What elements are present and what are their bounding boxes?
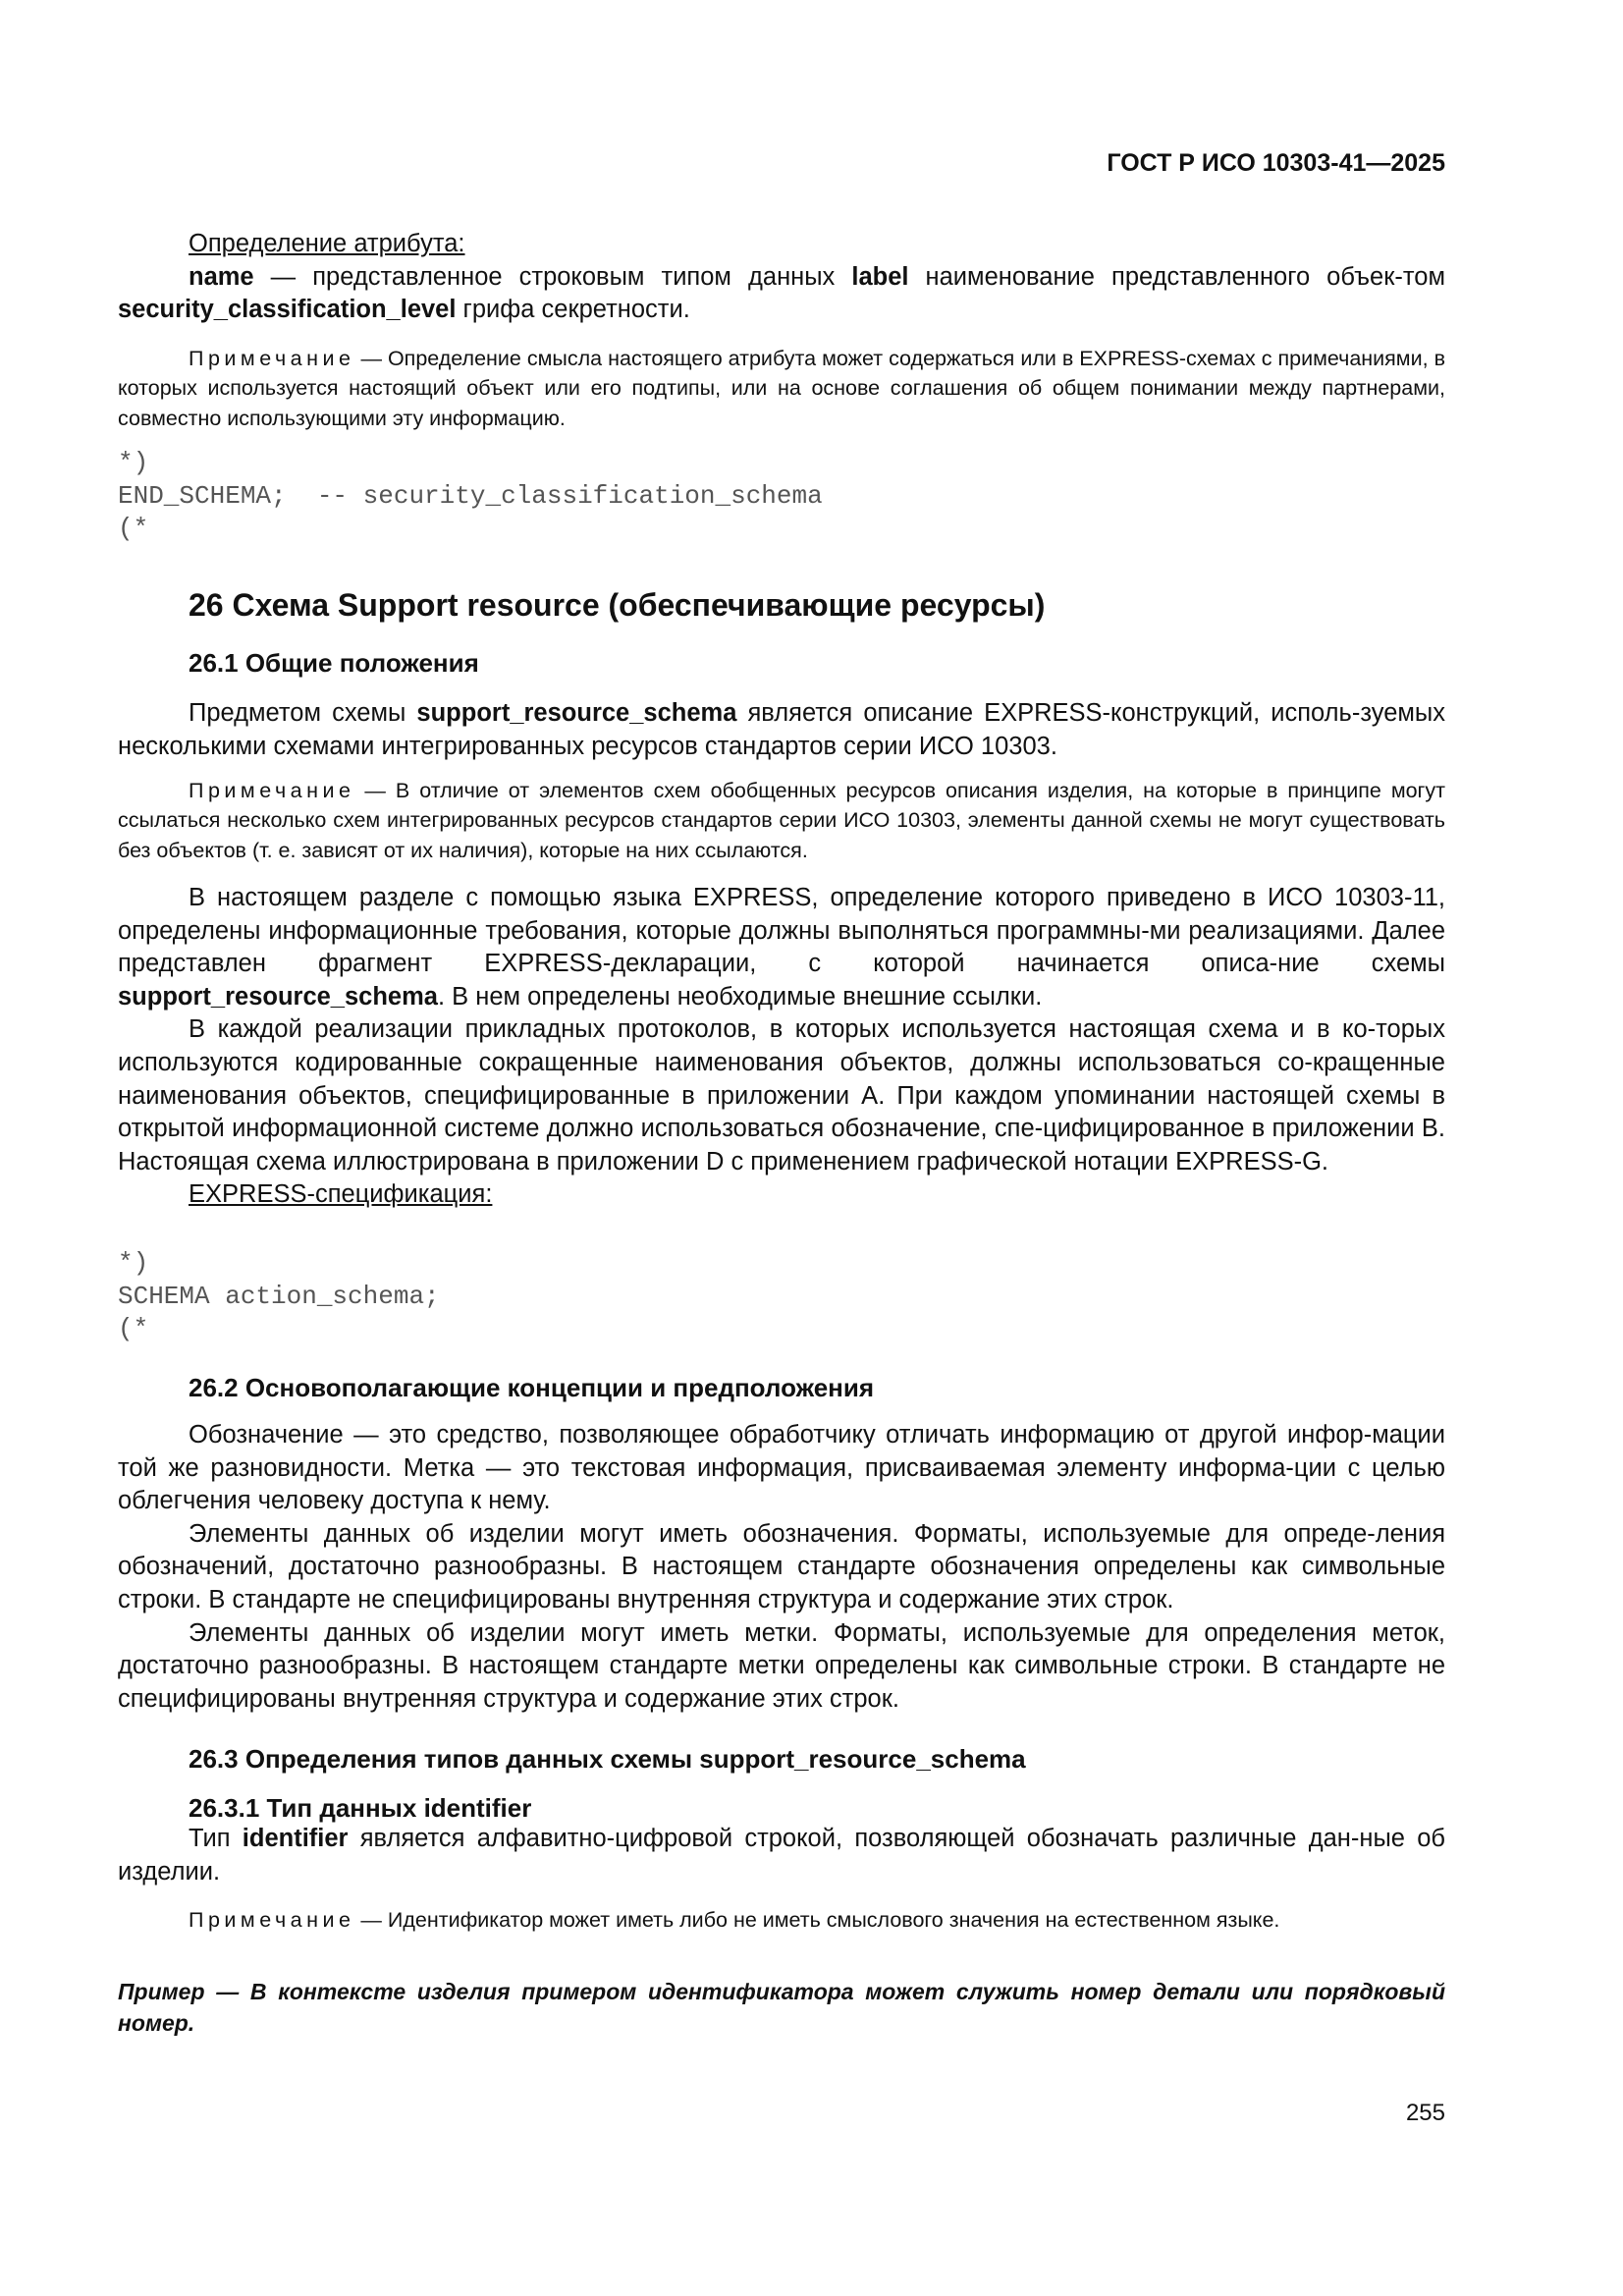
note-text: — Идентификатор может иметь либо не иметь смыслового значения на естественном языке.: [354, 1908, 1280, 1932]
note-text: — Определение смысла настоящего атрибута может содержаться или в EXPRESS-схемах с примечаниями, в которых используется настоящий объект или его подтипы, или на основе соглашения об общем понимании между партнерами, совместно использующими эту информацию.: [118, 347, 1445, 430]
section-26-3-1-heading: [118, 1793, 1445, 1824]
code-block-1: [118, 447, 1445, 546]
note-3: [118, 1905, 1445, 1935]
text: Тип: [189, 1825, 243, 1852]
text: В каждой реализации прикладных протоколов, в которых используется настоящая схема и в ко-торых используются кодированные сокращенные наименования объектов, должны использоваться со-кращенные наименования объектов, специфицированные в приложении A. При каждом упоминании настоящей схемы в открытой информационной системе должно использоваться обозначение, спе-цифицированное в приложении B. Настоящая схема иллюстрирована в приложении D с применением графической нотации EXPRESS-G.: [118, 1015, 1445, 1175]
paragraph: [118, 1419, 1445, 1716]
subsection-title: 26.3 Определения типов данных схемы support_resource_schema: [189, 1744, 1026, 1774]
attr-text: наименование представленного объек-том: [908, 262, 1445, 291]
section-26-1-heading: [118, 648, 1445, 679]
text: Элементы данных об изделии могут иметь обозначения. Форматы, используемые для опреде-ления обозначений, достаточно разнообразны. В настоящем стандарте обозначения определены как символьные строки. В стандарте не специфицированы внутренняя структура и содержание этих строк.: [118, 1519, 1445, 1613]
attr-def-label: Определение атрибута:: [189, 230, 465, 257]
attr-label: label: [851, 262, 909, 291]
text: В настоящем разделе с помощью языка EXPRESS, определение которого приведено в ИСО 10303-11, определены информационные требования, которые должны выполняться программны-ми реализациями. Далее представлен фрагмент EXPRESS-декларации, с которой начинается описа-ние схемы: [118, 884, 1445, 978]
note-2: [118, 776, 1445, 865]
note-label: Примечание: [189, 779, 355, 802]
note-label: Примечание: [189, 1908, 355, 1932]
text: Обозначение — это средство, позволяющее обработчику отличать информацию от другой инфор-мации той же разновидности. Метка — это текстовая информация, присваиваемая элементу информа-ции с целью облегчения человеку доступа к нему.: [118, 1421, 1445, 1515]
subsection-title: 26.1 Общие положения: [189, 648, 479, 678]
paragraph: [118, 882, 1445, 1212]
page-number: 255: [1405, 2100, 1445, 2126]
section-title: 26 Схема Support resource (обеспечивающие ресурсы): [189, 587, 1046, 623]
section-26-2-heading: [118, 1373, 1445, 1403]
text: Предметом схемы: [189, 699, 417, 727]
subsection-title: 26.2 Основополагающие концепции и предположения: [189, 1373, 875, 1402]
code-text: *) END_SCHEMA; -- security_classification_schema (*: [118, 448, 823, 544]
attr-text: грифа секретности.: [456, 296, 690, 324]
schema-name: support_resource_schema: [118, 982, 438, 1011]
paragraph: [118, 697, 1445, 763]
document-header: ГОСТ Р ИСО 10303-41—2025: [1107, 149, 1445, 177]
code-block-2: [118, 1247, 1445, 1346]
subsection-title: 26.3.1 Тип данных identifier: [189, 1793, 532, 1823]
note-1: [118, 344, 1445, 433]
attribute-definition: [118, 228, 1445, 327]
attr-text: — представленное строковым типом данных: [253, 262, 852, 291]
text: является описание EXPRESS-конструкций, исполь-зуемых несколькими схемами интегрированных ресурсов стандартов серии ИСО 10303.: [118, 699, 1445, 760]
example: [118, 1976, 1445, 2039]
example-text: Пример — В контексте изделия примером идентификатора может служить номер детали или порядковый номер.: [118, 1979, 1445, 2036]
section-26-heading: [118, 587, 1445, 624]
code-text: *) SCHEMA action_schema; (*: [118, 1248, 440, 1344]
attr-name: name: [189, 262, 254, 291]
text: Элементы данных об изделии могут иметь метки. Форматы, используемые для определения меток, достаточно разнообразны. В настоящем стандарте метки определены как символьные строки. В стандарте не специфицированы внутренняя структура и содержание этих строк.: [118, 1618, 1445, 1713]
note-label: Примечание: [189, 347, 355, 370]
section-26-3-heading: [118, 1744, 1445, 1775]
attr-object: security_classification_level: [118, 296, 457, 324]
text: . В нем определены необходимые внешние ссылки.: [437, 982, 1043, 1011]
express-spec-label: EXPRESS-спецификация:: [189, 1180, 493, 1209]
schema-name: support_resource_schema: [416, 699, 737, 727]
paragraph: [118, 1823, 1445, 1888]
type-name: identifier: [242, 1825, 349, 1852]
text: является алфавитно-цифровой строкой, позволяющей обозначать различные дан-ные об изделии.: [118, 1825, 1446, 1886]
note-text: — В отличие от элементов схем обобщенных ресурсов описания изделия, на которые в принципе могут ссылаться несколько схем интегрированных ресурсов стандартов серии ИСО 10303, элементы данной схемы не могут существовать без объектов (т. е. зависят от их наличия), которые на них ссылаются.: [118, 779, 1445, 862]
